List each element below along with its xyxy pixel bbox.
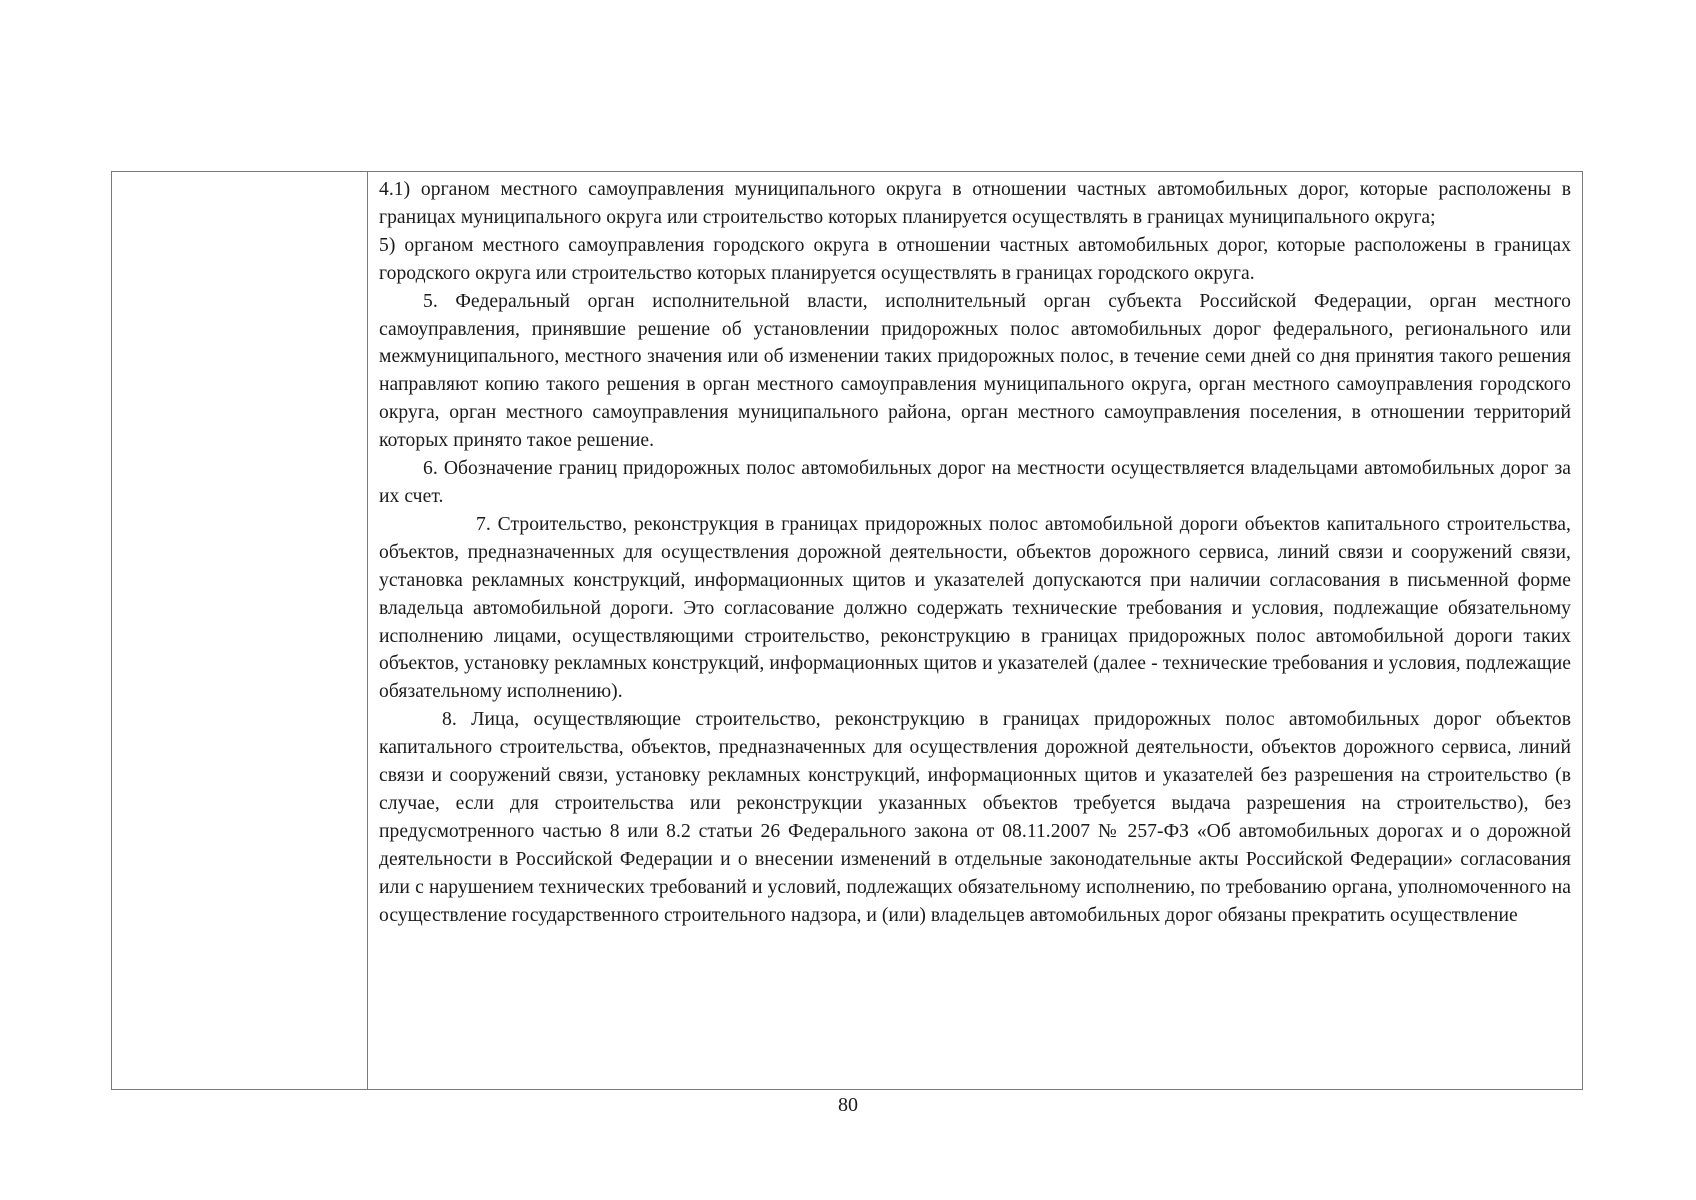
- document-table: [111, 171, 1583, 1090]
- table-left-cell: [112, 172, 368, 1089]
- paragraph-5-item: 5) органом местного самоуправления городского округа в отношении частных автомобильных дорог, которые расположены в границах городского округа или строительство которых планируется осуществлять в границах городского округа.: [379, 234, 1571, 284]
- paragraph-8: 8. Лица, осуществляющие строительство, реконструкцию в границах придорожных полос автомобильных дорог объектов капитального строительства, объектов, предназначенных для осуществления дорожной деятельности, объектов дорожного сервиса, линий связи и сооружений связи, установку рекламных конструкций, информационных щитов и указателей без разрешения на строительство (в случае, если для строительства или реконструкции указанных объектов требуется выдача разрешения на строительство), без предусмотренного частью 8 или 8.2 статьи 26 Федерального закона от 08.11.2007 № 257-ФЗ «Об автомобильных дорогах и о дорожной деятельности в Российской Федерации и о внесении изменений в отдельные законодательные акты Российской Федерации» согласования или с нарушением технических требований и условий, подлежащих обязательному исполнению, по требованию органа, уполномоченного на осуществление государственного строительного надзора, и (или) владельцев автомобильных дорог обязаны прекратить осуществление: [379, 709, 1571, 926]
- paragraph-5: 5. Федеральный орган исполнительной власти, исполнительный орган субъекта Российской Федерации, орган местного самоуправления, принявшие решение об установлении придорожных полос автомобильных дорог федерального, регионального или межмуниципального, местного значения или об изменении таких придорожных полос, в течение семи дней со дня принятия такого решения направляют копию такого решения в орган местного самоуправления муниципального округа, орган местного самоуправления городского округа, орган местного самоуправления муниципального района, орган местного самоуправления поселения, в отношении территорий которых принято такое решение.: [379, 290, 1571, 452]
- page-number-text: 80: [838, 1094, 858, 1116]
- paragraph-4-1: 4.1) органом местного самоуправления муниципального округа в отношении частных автомобильных дорог, которые расположены в границах муниципального округа или строительство которых планируется осуществлять в границах муниципального округа;: [379, 179, 1571, 228]
- table-right-cell: [368, 172, 1582, 1089]
- paragraph-6: 6. Обозначение границ придорожных полос автомобильных дорог на местности осуществляется владельцами автомобильных дорог за их счет.: [379, 458, 1571, 507]
- paragraph-7: 7. Строительство, реконструкция в границах придорожных полос автомобильной дороги объектов капитального строительства, объектов, предназначенных для осуществления дорожной деятельности, объектов дорожного сервиса, линий связи и сооружений связи, установка рекламных конструкций, информационных щитов и указателей допускаются при наличии согласования в письменной форме владельца автомобильной дороги. Это согласование должно содержать технические требования и условия, подлежащие обязательному исполнению лицами, осуществляющими строительство, реконструкцию в границах придорожных полос автомобильной дороги таких объектов, установку рекламных конструкций, информационных щитов и указателей (далее - технические требования и условия, подлежащие обязательному исполнению).: [379, 513, 1571, 703]
- page-number: [0, 1092, 1696, 1118]
